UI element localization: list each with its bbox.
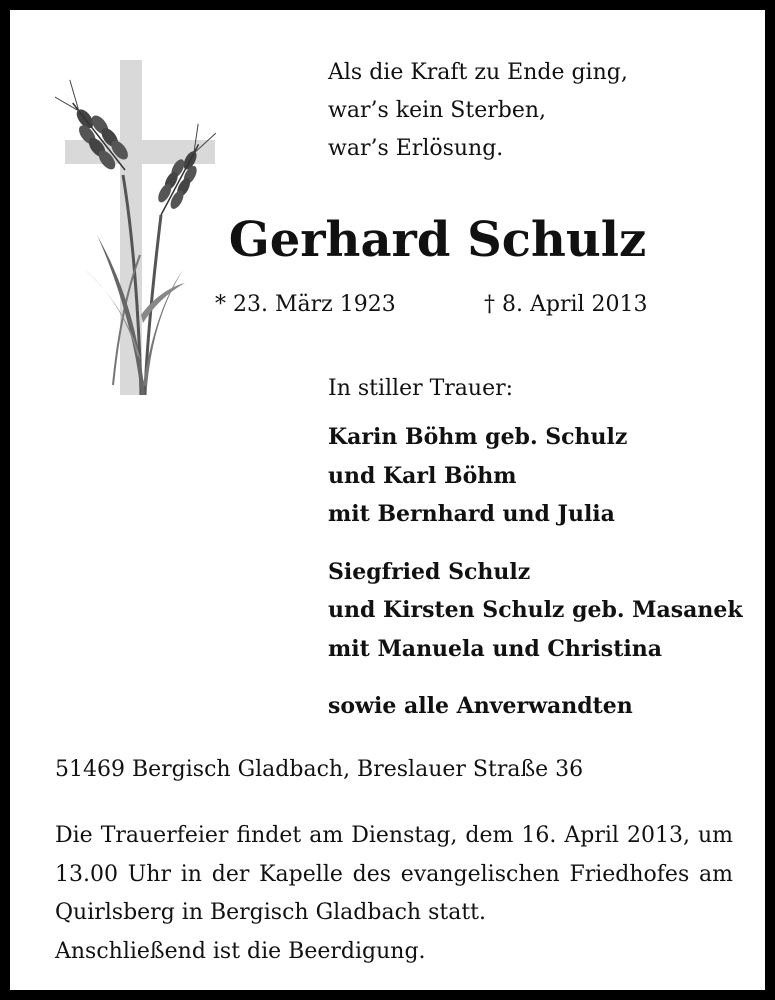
mourner-line: sowie alle Anverwandten <box>328 693 633 719</box>
ceremony-line: Die Trauerfeier findet am Dienstag, dem 16. April 2013, um <box>55 823 733 848</box>
quote-line: Als die Kraft zu Ende ging, <box>328 60 628 85</box>
mourner-group <box>328 418 743 534</box>
ceremony-notice <box>55 817 733 971</box>
mourners-list <box>328 418 743 745</box>
mourner-line: mit Bernhard und Julia <box>328 501 615 527</box>
ceremony-line: Quirlsberg in Bergisch Gladbach statt. <box>55 900 486 925</box>
ceremony-line: Anschließend ist die Beerdigung. <box>55 938 426 964</box>
mourner-line: und Kirsten Schulz geb. Masanek <box>328 597 743 623</box>
death-date: † 8. April 2013 <box>484 292 648 317</box>
mourner-group <box>328 553 743 669</box>
ceremony-line: 13.00 Uhr in der Kapelle des evangelischen Friedhofes am <box>55 861 733 887</box>
mourner-line: und Karl Böhm <box>328 462 517 489</box>
memorial-quote <box>328 54 628 168</box>
mourner-line: mit Manuela und Christina <box>328 635 662 662</box>
address: 51469 Bergisch Gladbach, Breslauer Straße 36 <box>55 757 584 782</box>
quote-line: war’s Erlösung. <box>328 136 504 161</box>
mourner-line: Siegfried Schulz <box>328 558 531 585</box>
deceased-name: Gerhard Schulz <box>228 212 647 268</box>
mourner-line: Karin Böhm geb. Schulz <box>328 424 628 450</box>
mourning-label: In stiller Trauer: <box>328 376 514 401</box>
quote-line: war’s kein Sterben, <box>328 98 547 123</box>
birth-date: * 23. März 1923 <box>215 292 396 317</box>
mourner-group <box>328 687 743 726</box>
